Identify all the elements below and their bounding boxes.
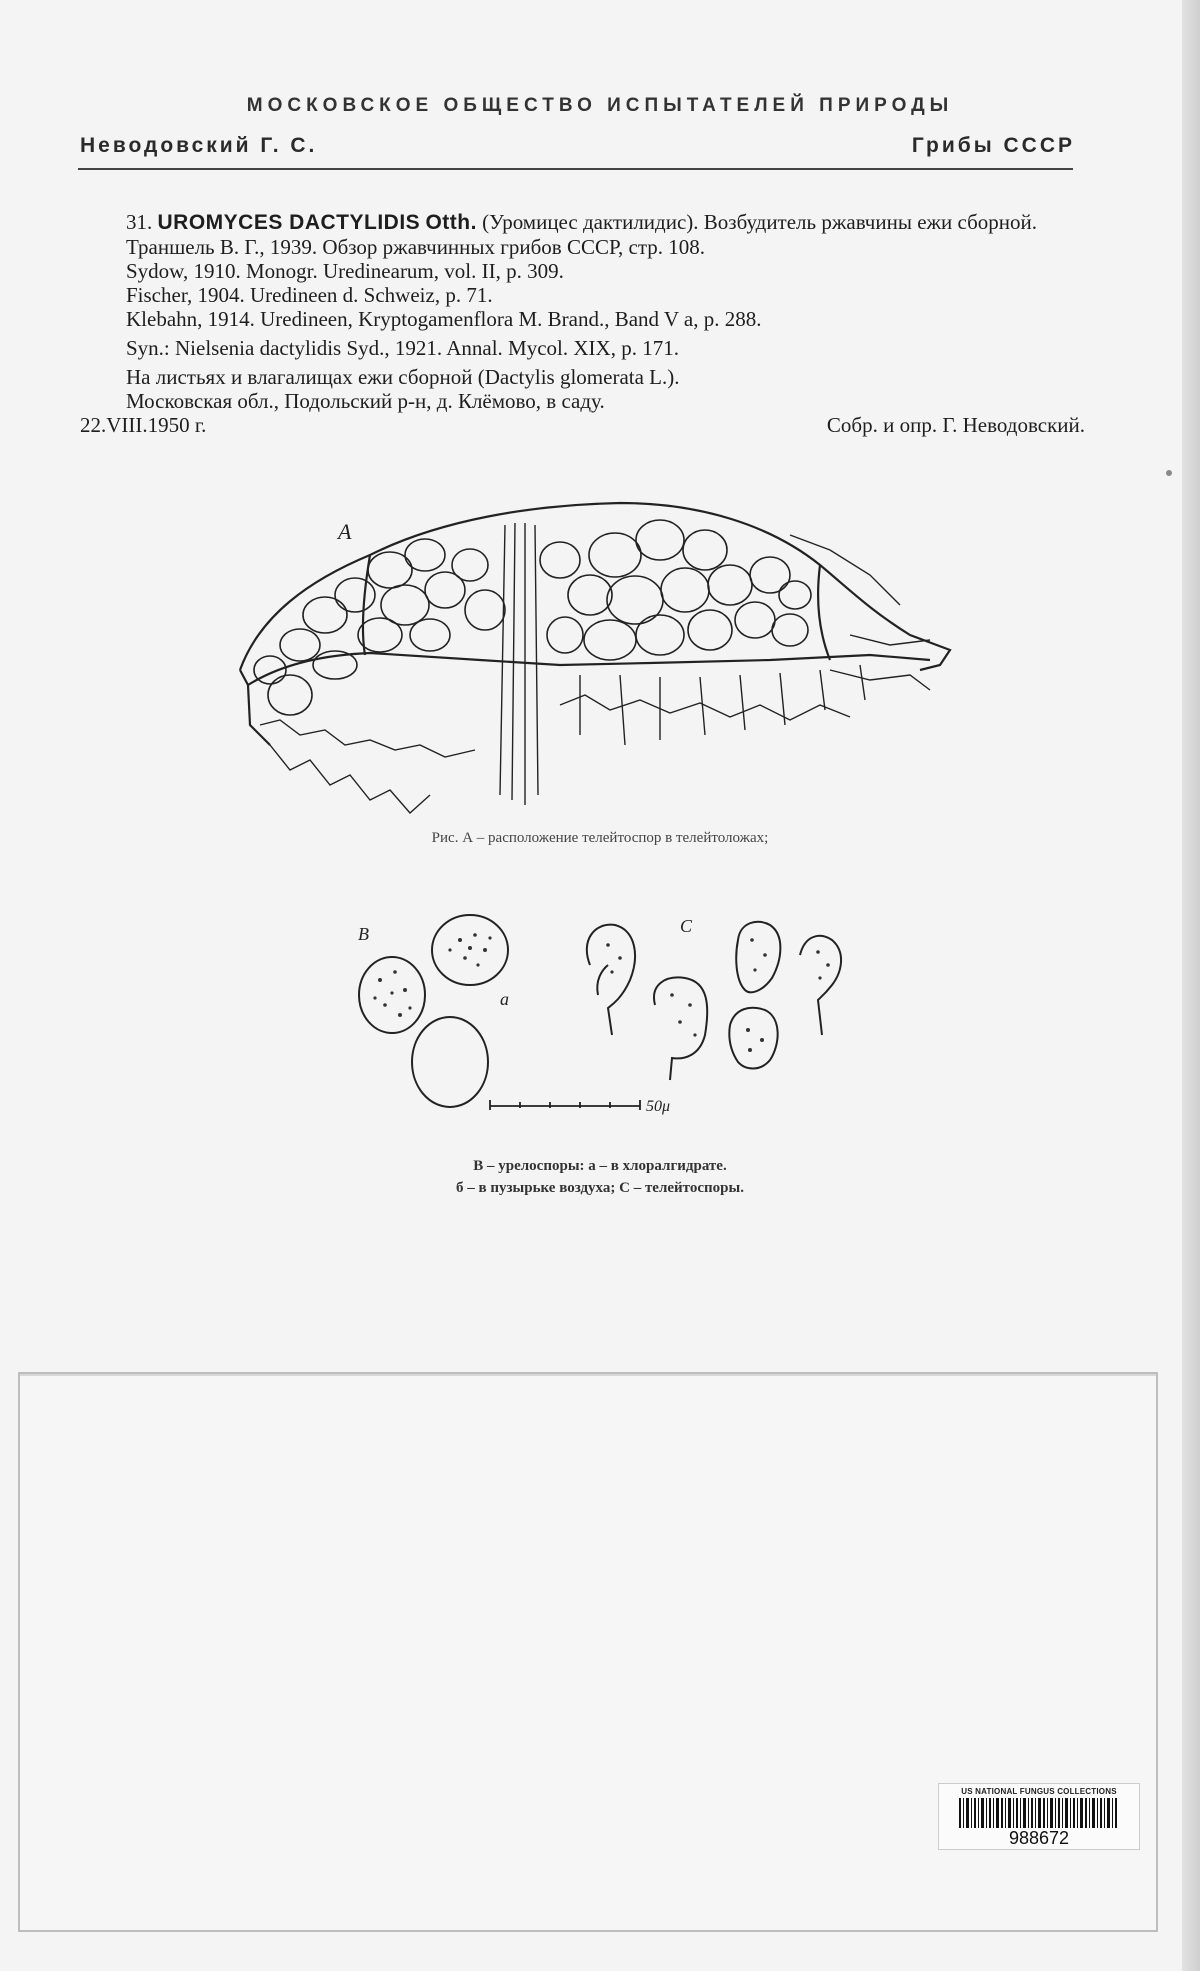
specimen-entry xyxy=(80,210,1085,439)
barcode-icon xyxy=(959,1798,1119,1828)
figure-b-caption-line-1: B – урелоспоры: a – в хлоралгидрате. xyxy=(473,1158,727,1174)
teliospore-stippling xyxy=(606,938,830,1052)
figure-c-label-text: C xyxy=(680,916,693,936)
figure-b-sublabel: a xyxy=(500,989,509,1009)
species-name: UROMYCES DACTYLIDIS xyxy=(157,211,421,234)
urediospores xyxy=(359,915,508,1107)
locality: Московская обл., Подольский р-н, д. Клёмово, в саду. xyxy=(126,389,605,413)
header-rule xyxy=(78,168,1073,170)
author-name: Неводовский Г. С. xyxy=(80,134,318,157)
host: На листьях и влагалищах ежи сборной (Dactylis glomerata L.). xyxy=(126,365,680,389)
society-heading: МОСКОВСКОЕ ОБЩЕСТВО ИСПЫТАТЕЛЕЙ ПРИРОДЫ xyxy=(246,95,954,116)
reference-2: Sydow, 1910. Monogr. Uredinearum, vol. II, p. 309. xyxy=(126,259,564,283)
reference-4: Klebahn, 1914. Uredineen, Kryptogamenflora M. Brand., Band V a, p. 288. xyxy=(126,307,762,331)
barcode-label xyxy=(938,1783,1140,1850)
synonym: Syn.: Nielsenia dactylidis Syd., 1921. Annal. Mycol. XIX, p. 171. xyxy=(126,336,679,360)
collector-row xyxy=(80,413,1085,439)
series-title: Грибы СССР xyxy=(911,134,1075,157)
figure-a-letter: A xyxy=(338,519,352,544)
teliospores xyxy=(587,922,841,1080)
scale-bar xyxy=(490,1100,640,1110)
species-description: (Уромицес дактилидис). Возбудитель ржавчины ежи сборной. xyxy=(482,210,1038,234)
host-tissue xyxy=(260,523,930,813)
entry-title-line xyxy=(80,210,1080,235)
teliospore-cells xyxy=(254,520,811,715)
species-authority: Otth. xyxy=(425,211,477,234)
reference-3: Fischer, 1904. Uredineen d. Schweiz, p. 71. xyxy=(126,283,493,307)
collection-name: US NATIONAL FUNGUS COLLECTIONS xyxy=(961,1787,1117,1796)
figure-b-drawing xyxy=(350,910,880,1125)
collector: Собр. и опр. Г. Неводовский. xyxy=(826,413,1085,437)
figure-a-caption: Рис. А – расположение телейтоспор в телейтоложах; xyxy=(431,830,769,846)
barcode-number: 988672 xyxy=(1008,1828,1070,1848)
specimen-dot xyxy=(1166,470,1172,476)
scale-label: 50μ xyxy=(646,1098,671,1115)
sheet-edge xyxy=(1182,0,1200,1971)
figure-a-drawing xyxy=(230,495,970,825)
reference-1: Траншель В. Г., 1939. Обзор ржавчинных грибов СССР, стр. 108. xyxy=(126,235,706,259)
figure-b-label: B xyxy=(358,924,369,944)
figure-b-caption-line-2: б – в пузырьке воздуха; C – телейтоспоры. xyxy=(456,1180,744,1196)
entry-number: 31. xyxy=(126,210,153,234)
collection-date: 22.VIII.1950 г. xyxy=(80,413,207,437)
figure-b-caption xyxy=(0,1155,1200,1199)
